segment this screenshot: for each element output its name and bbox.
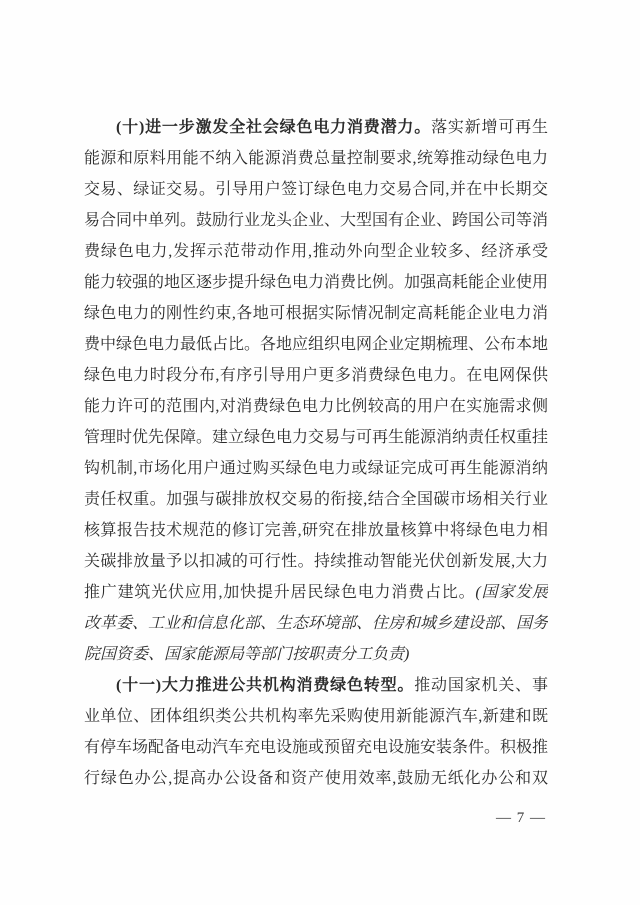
page-number: — 7 — — [496, 810, 546, 826]
text-line — [84, 639, 548, 670]
text-line — [84, 608, 548, 639]
clause-heading-text: (十一)大力推进公共机构消费绿色转型。 — [116, 677, 415, 694]
body-text: 钩机制,市场化用户通过购买绿色电力或绿证完成可再生能源消纳 — [84, 460, 548, 477]
body-text: 推动国家机关、事 — [414, 677, 548, 694]
text-line — [84, 112, 548, 143]
body-text: 能力许可的范围内,对消费绿色电力比例较高的用户在实施需求侧 — [84, 398, 548, 415]
text-line — [84, 329, 548, 360]
responsible-departments-text: 改革委、工业和信息化部、生态环境部、住房和城乡建设部、国务 — [84, 615, 548, 632]
body-text: 落实新增可再生 — [431, 119, 548, 136]
text-line — [84, 298, 548, 329]
body-text: 绿色电力时段分布,有序引导用户更多消费绿色电力。在电网保供 — [84, 367, 548, 384]
body-text: 费中绿色电力最低占比。各地应组织电网企业定期梳理、公布本地 — [84, 336, 548, 353]
text-line — [84, 360, 548, 391]
body-text: 管理时优先保障。建立绿色电力交易与可再生能源消纳责任权重挂 — [84, 429, 548, 446]
text-line — [84, 732, 548, 763]
body-text: 能力较强的地区逐步提升绿色电力消费比例。加强高耗能企业使用 — [84, 274, 548, 291]
responsible-departments-text: (国家发展 — [475, 584, 548, 601]
text-line — [84, 701, 548, 732]
text-line — [84, 546, 548, 577]
text-line — [84, 670, 548, 701]
body-text: 业单位、团体组织类公共机构率先采购使用新能源汽车,新建和既 — [84, 708, 548, 725]
body-text: 行绿色办公,提高办公设备和资产使用效率,鼓励无纸化办公和双 — [84, 770, 548, 787]
body-text: 交易、绿证交易。引导用户签订绿色电力交易合同,并在中长期交 — [84, 181, 548, 198]
text-line — [84, 236, 548, 267]
body-text: 绿色电力的刚性约束,各地可根据实际情况制定高耗能企业电力消 — [84, 305, 548, 322]
text-line — [84, 453, 548, 484]
text-line — [84, 515, 548, 546]
clause-heading-text: (十)进一步激发全社会绿色电力消费潜力。 — [116, 119, 432, 136]
text-block — [84, 112, 548, 794]
body-text: 核算报告技术规范的修订完善,研究在排放量核算中将绿色电力相 — [84, 522, 548, 539]
text-line — [84, 484, 548, 515]
text-line — [84, 763, 548, 794]
body-text: 关碳排放量予以扣减的可行性。持续推动智能光伏创新发展,大力 — [84, 553, 548, 570]
body-text: 费绿色电力,发挥示范带动作用,推动外向型企业较多、经济承受 — [84, 243, 548, 260]
body-text: 易合同中单列。鼓励行业龙头企业、大型国有企业、跨国公司等消 — [84, 212, 548, 229]
text-line — [84, 267, 548, 298]
body-text: 推广建筑光伏应用,加快提升居民绿色电力消费占比。 — [84, 584, 476, 601]
text-line — [84, 577, 548, 608]
body-text: 有停车场配备电动汽车充电设施或预留充电设施安装条件。积极推 — [84, 739, 548, 756]
text-line — [84, 391, 548, 422]
text-line — [84, 422, 548, 453]
text-line — [84, 174, 548, 205]
text-line — [84, 205, 548, 236]
text-line — [84, 143, 548, 174]
body-text: 责任权重。加强与碳排放权交易的衔接,结合全国碳市场相关行业 — [84, 491, 548, 508]
responsible-departments-text: 院国资委、国家能源局等部门按职责分工负责) — [84, 646, 410, 663]
body-text: 能源和原料用能不纳入能源消费总量控制要求,统筹推动绿色电力 — [84, 150, 548, 167]
